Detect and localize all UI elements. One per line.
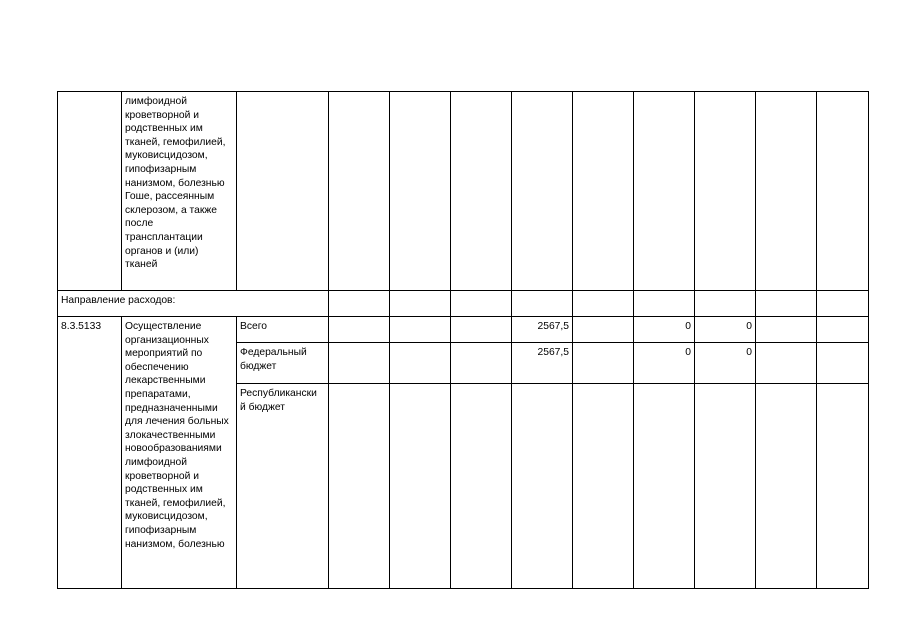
amount-cell: 2567,5 <box>512 317 573 343</box>
value-cell <box>512 92 573 291</box>
direction-label: Направление расходов: <box>58 291 329 317</box>
table-row <box>58 291 869 317</box>
value-cell <box>329 343 390 384</box>
value-cell <box>634 291 695 317</box>
value-cell <box>573 291 634 317</box>
item-description: Осуществление организационных мероприятий по обеспечению лекарственными препаратами, предназначенными для лечения больных злокачественными новообразованиями лимфоидной кроветворной и родственных им тканей, гемофилией, муковисцидозом, гипофизарным нанизмом, болезнью <box>122 317 237 589</box>
value-cell <box>817 384 869 589</box>
amount-cell: 0 <box>695 317 756 343</box>
value-cell <box>451 92 512 291</box>
value-cell <box>695 92 756 291</box>
value-cell <box>451 317 512 343</box>
amount-cell: 0 <box>634 317 695 343</box>
source-label: Республикански й бюджет <box>237 384 329 589</box>
description-cell: лимфоидной кроветворной и родственных им тканей, гемофилией, муковисцидозом, гипофизарным нанизмом, болезнью Гоше, рассеянным склерозом, а также после трансплантации органов и (или) тканей <box>122 92 237 291</box>
item-code: 8.3.5133 <box>58 317 122 589</box>
value-cell <box>817 317 869 343</box>
value-cell <box>573 317 634 343</box>
value-cell <box>390 384 451 589</box>
value-cell <box>695 291 756 317</box>
value-cell <box>329 317 390 343</box>
value-cell <box>390 317 451 343</box>
value-cell <box>512 291 573 317</box>
value-cell <box>329 384 390 589</box>
table-row <box>58 317 869 343</box>
source-cell <box>237 92 329 291</box>
value-cell <box>451 384 512 589</box>
value-cell <box>634 92 695 291</box>
value-cell <box>817 92 869 291</box>
amount-cell: 0 <box>634 343 695 384</box>
amount-cell <box>512 384 573 589</box>
value-cell <box>573 92 634 291</box>
value-cell <box>390 343 451 384</box>
value-cell <box>756 317 817 343</box>
value-cell <box>817 343 869 384</box>
amount-cell: 2567,5 <box>512 343 573 384</box>
amount-cell <box>634 384 695 589</box>
value-cell <box>817 291 869 317</box>
value-cell <box>756 92 817 291</box>
value-cell <box>329 291 390 317</box>
table-row <box>58 92 869 291</box>
value-cell <box>390 291 451 317</box>
code-cell <box>58 92 122 291</box>
value-cell <box>451 291 512 317</box>
value-cell <box>573 343 634 384</box>
value-cell <box>573 384 634 589</box>
source-label: Всего <box>237 317 329 343</box>
amount-cell: 0 <box>695 343 756 384</box>
value-cell <box>329 92 390 291</box>
value-cell <box>756 384 817 589</box>
budget-table <box>57 91 869 589</box>
value-cell <box>756 291 817 317</box>
amount-cell <box>695 384 756 589</box>
value-cell <box>451 343 512 384</box>
value-cell <box>756 343 817 384</box>
value-cell <box>390 92 451 291</box>
source-label: Федеральный бюджет <box>237 343 329 384</box>
